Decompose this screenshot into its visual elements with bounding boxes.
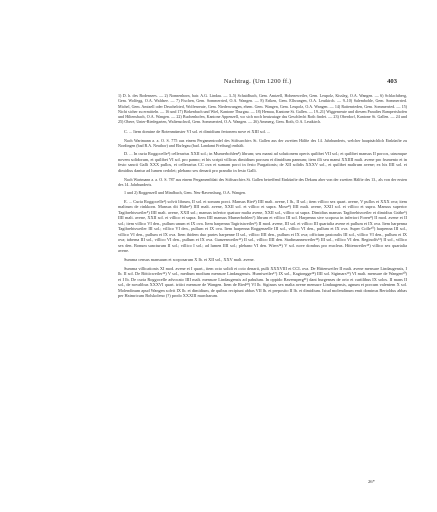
summa-census: Summa census mansuum et scoposarum X lb. et XII sol., XXV malt. avene. xyxy=(124,256,255,262)
summa-villicationis: Summa villicationis XI mod. avene et I quart., item octo solidi et octo denarii, pulli XXXVIII et CCL ova. De Hittenweiler II malt. avene mensure Lindaugensis, I lb. II sol. De Bötticweiler¹⁶) V sol., medium modium mensure Lindaugensis. Hurniweiler¹⁷) IX sol., Kagtongge¹⁸) IIII sol. Sigimars¹⁹) VI malt. mensure de Wangen²⁰) et I lb. De curia Roggocelle advocato IIII malt. mensure Lindaugensis ad pabulum. In oppido Ravensperg²¹) dant burgenses de orto et curtilibus IX solos. II mans II sol., de novalibus XXXVI quart. tritici mensure de Wangen. Item de Ried²²) VI lb. Siginars sex malta avene mensure Lindaugensis, agnum et porcum valentem X sol. Molendinum apud Wangen solvit IX lb. et dimidium, de quibus recipiunt abbas VII lb. et preposito II lb. et dimidium. Istud molendinum emit dominus Bertoldus abbas per Haimricum Bolskoleno (?) prodo XXXIII marcharum. xyxy=(118,265,407,299)
footnote-block: 1) D. h. des Bodensees. — 2) Nonnenhorn, bair. A.G. Lindau. — 3–5) Schaidbuch, Gem. Amtzell, Hoheneweiler, Gem. Leupolz, Kissleg, O.A. Wangen. — 6) Schlachtberg, Gem. Wolfegg, O.A. Waldsee. — 7) Fischen, Gem. Sommerried, O.A. Wangen. — 8) Eriken, Gem. Ellwangen, O.A. Leutkirch. — 9–10) Salembohle, Gem. Sommerried. Michel, Gem. Amtzell oder Deuchelried, Wolfenreute, Gem. Niederwangen, ehem. Gem. Wangen, Gem. Leupolz, O.A. Wangen. — 14) Rattenrieden, Gem. Sommerried. — 15) Nicht sicher zu ermitteln. — 16 und 17) Birkenbach und Wiel, Kantone Thurgau. — 18) Hemau, Kantone St. Gallen. — 19–21) Wiggenreute und diesem Paradies Rampertshofen und Hiltensbach, O.A. Wangen. — 22) Buchenhofen, Kantone Appenzell, wo sich noch heutzutage das Geschlecht Roth findet. — 23) Oberdorf, Kantone St. Gallen. — 24 und 25) Obere, Unter-Riedegarten, Waltenschwil, Gem. Sommerried, O.A. Wangen. — 26) Ammerg, Gem. Roth, O.A. Leutkirch. xyxy=(118,93,407,125)
footnote-d: 1 und 2) Roggenzell und Mindbuch, Gem. Neu-Ravensburg, O.A. Wangen. xyxy=(124,190,246,196)
page-number: 403 xyxy=(387,78,397,85)
section-d-text: D. ... In curia Roggocelle¹) cellerarius XXII sol.; in Mumerbohlen²) librum; seu mansi ad solutionem operis quilibet VII sol.; et quilibet mansus II porcos, utrumque novem solidorum, et quilibet VI sol. pro panno; et his scripti villicus dimidium porcum et dimidium pannum; item illi seu mansi XXIIII malt. avene pro frumento et in festo sancti Galli XXX pullos, et cellerarius CC ova et sumam porci in festo Purgationis; de XII solidis XXXV sol., et quilibet maltrum avene; ex his IIII sol. et dimidius dantur ad lumen cedolet; plebano sex denarii pro prandio in festo Galli. xyxy=(118,151,407,173)
section-c-text: C. ... Item domine de Rotenmünster VI sol. et dimidium fertonem nove et XIII sol. ... xyxy=(124,129,271,134)
source-note-d: Nach Wartmann a. a. O. S. 787 aus einem Pergamentblatt des Stiftsarchivs St. Gallen betreffend Einkünfte des Dekans aber von der zweiten Hälfte des 13., als von der ersten des 14. Jahrhunderts. xyxy=(118,176,407,187)
source-note-c: Nach Wartmann a. a. O. S. 775 aus einem Pergamentrodel des Stiftsarchivs St. Gallen aus der zweiten Hälfte des 14. Jahrhunderts, welcher hauptsächlich Einkünfte zu Nordingen (bad B.A. Neuthor) und Ehrlegau (bad. Landamt Freiburg) enthält. xyxy=(118,137,407,148)
running-title: Nachtrag. (Um 1200 ff.) xyxy=(223,78,292,85)
page-header xyxy=(116,78,397,85)
body-text xyxy=(118,93,407,481)
signature-mark: 26* xyxy=(368,479,375,484)
section-e-text: E. ... Curia Roggocelle¹) solvit librum, II sol. et somam porci. Mansus Riet²) IIII malt. avene, I lb., II sol.; item villico sex quart. avene, V pullos et XXX ova; item maltrum de rinkkorn. Mansus dit Hübe³) IIII malt. avene, XXII sol. et villico et supra. Mose⁴) IIII malt. avene, XXII sol. et villico et supra. Mansus superior Tagibrehtsweiler⁵) IIII malt. avene, XXII sol.; mansus inferior quatuor malta avene, XXII sol., villico ut supra. Dimidius mansus Tagibrehtsweiler et dimidius Gräbe⁶) IIII malt. avene, XXII sol. et villico et supra. Item IIII mansus Mumerbohlen⁷) librum et villico III sol. Harpenna sive scoposa in inferiori Foren⁸) II mod. avene et II sol.; item villico VI den., pullum unum et IX ova. Item harpenna Tagiristweiler⁹) II mod. avene, III sol. et villico III quartalia avene et pullum et IX ova. Item harpenna Tagibrehtsweiler III sol.; villico VI den., pullum et IX ova. Item harpenna Roggenzelle III sol., villico VI den., pullum et IX ova. Super Colle¹⁰) harpenna III sol., villico VI den., pullum et IX ova. Item ibidem duo partes harpenne II sol., villico IIII den., pullum et IX ova; officium pastoralis III sol., villico VI den., pullum et IX ova; taberna III sol., villico VI den., pullum et IX ova. Gunzenweiler¹¹) II sol., villico IIII den. Stadtmanneweiler¹²) III sol., villico VI den. Reginolfs¹³) II sol., villico sex den. Bonum sancturum II sol.; villico I sol.; ad lumen IIII sol.; plebano VI den. Wiers¹⁴) V sol. nove dombus pro eracleas. Hittenweiler¹⁵) villico sex quartalia avene. xyxy=(118,198,407,254)
